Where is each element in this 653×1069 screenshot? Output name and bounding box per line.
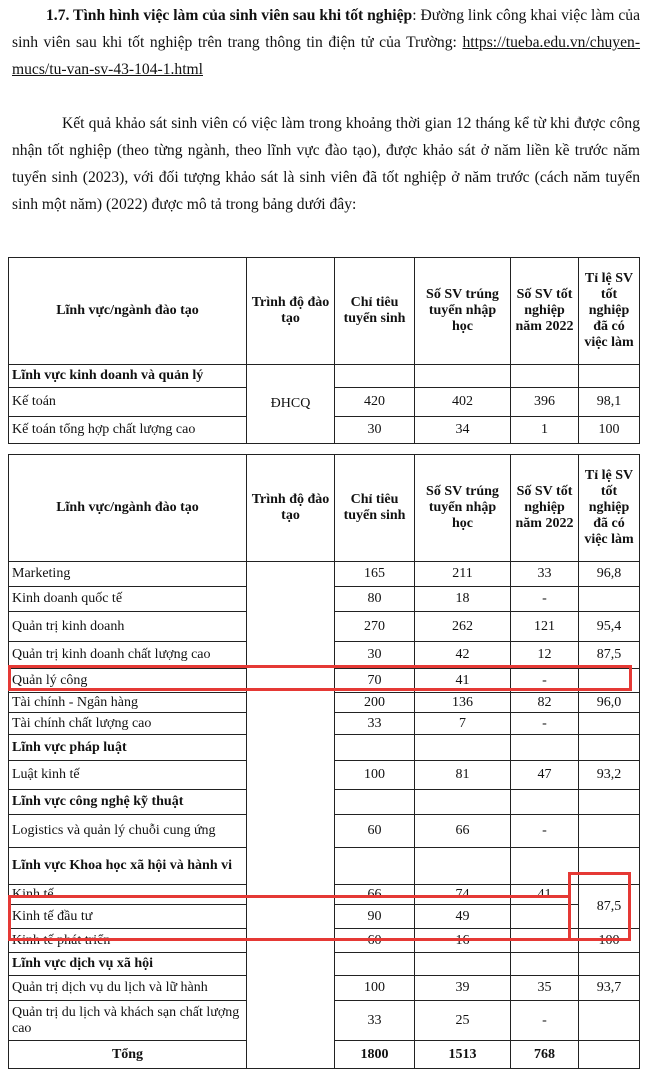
row-rate bbox=[579, 815, 640, 848]
row-admitted: 41 bbox=[415, 669, 511, 693]
row-admitted: 16 bbox=[415, 929, 511, 953]
row-quota: 33 bbox=[335, 713, 415, 735]
header-level: Trình độ đào tạo bbox=[247, 455, 335, 562]
header-row bbox=[9, 455, 640, 562]
row-quota: 60 bbox=[335, 929, 415, 953]
total-quota: 1800 bbox=[335, 1041, 415, 1069]
row-quota: 100 bbox=[335, 976, 415, 1001]
group-row bbox=[9, 365, 640, 388]
row-admitted: 39 bbox=[415, 976, 511, 1001]
row-graduates: - bbox=[511, 669, 579, 693]
employment-table-1 bbox=[8, 257, 640, 444]
row-quota: 165 bbox=[335, 562, 415, 587]
row-name: Quản trị kinh doanh bbox=[9, 612, 247, 642]
row-graduates: - bbox=[511, 713, 579, 735]
section-heading: 1.7. Tình hình việc làm của sinh viên sau khi tốt nghiệp bbox=[46, 7, 413, 24]
group-label: Lĩnh vực dịch vụ xã hội bbox=[9, 953, 247, 976]
row-graduates: 396 bbox=[511, 388, 579, 417]
group-label: Lĩnh vực công nghệ kỹ thuật bbox=[9, 790, 247, 815]
header-graduates: Số SV tốt nghiệp năm 2022 bbox=[511, 258, 579, 365]
row-name: Quản trị du lịch và khách sạn chất lượng cao bbox=[9, 1001, 247, 1041]
header-rate: Tỉ lệ SV tốt nghiệp đã có việc làm bbox=[579, 455, 640, 562]
header-field: Lĩnh vực/ngành đào tạo bbox=[9, 455, 247, 562]
level-cell-empty bbox=[247, 562, 335, 1069]
row-quota: 90 bbox=[335, 905, 415, 929]
row-admitted: 66 bbox=[415, 815, 511, 848]
row-name: Kế toán tổng hợp chất lượng cao bbox=[9, 417, 247, 444]
row-rate: 96,0 bbox=[579, 693, 640, 713]
header-field: Lĩnh vực/ngành đào tạo bbox=[9, 258, 247, 365]
row-rate: 98,1 bbox=[579, 388, 640, 417]
row-graduates: 12 bbox=[511, 642, 579, 669]
row-rate bbox=[579, 587, 640, 612]
row-admitted: 42 bbox=[415, 642, 511, 669]
group-label: Lĩnh vực Khoa học xã hội và hành vi bbox=[9, 848, 247, 885]
row-graduates: - bbox=[511, 815, 579, 848]
row-quota: 30 bbox=[335, 417, 415, 444]
row-name: Luật kinh tế bbox=[9, 761, 247, 790]
row-graduates: - bbox=[511, 1001, 579, 1041]
row-quota: 30 bbox=[335, 642, 415, 669]
row-rate: 100 bbox=[579, 929, 640, 953]
row-quota: 33 bbox=[335, 1001, 415, 1041]
row-admitted: 7 bbox=[415, 713, 511, 735]
row-quota: 270 bbox=[335, 612, 415, 642]
employment-link[interactable]: https://tueba.edu.vn/chuyen-mucs/tu-van-sv-43-104-1.html bbox=[12, 34, 641, 78]
row-quota: 200 bbox=[335, 693, 415, 713]
row-quota: 100 bbox=[335, 761, 415, 790]
row-name: Kinh tế bbox=[9, 885, 247, 905]
row-rate bbox=[579, 669, 640, 693]
intro-text: : Đường link công khai việc làm của sinh viên sau khi tốt nghiệp trên trang thông tin điện tử của Trường: bbox=[12, 7, 640, 51]
header-row bbox=[9, 258, 640, 365]
row-quota: 420 bbox=[335, 388, 415, 417]
row-graduates: - bbox=[511, 587, 579, 612]
row-name: Kế toán bbox=[9, 388, 247, 417]
group-label: Lĩnh vực pháp luật bbox=[9, 735, 247, 761]
row-graduates bbox=[511, 929, 579, 953]
row-name: Quản trị kinh doanh chất lượng cao bbox=[9, 642, 247, 669]
row-admitted: 262 bbox=[415, 612, 511, 642]
row-admitted: 402 bbox=[415, 388, 511, 417]
row-name: Tài chính - Ngân hàng bbox=[9, 693, 247, 713]
merged-rate: 87,5 bbox=[579, 885, 640, 929]
row-admitted: 25 bbox=[415, 1001, 511, 1041]
row-graduates: 82 bbox=[511, 693, 579, 713]
total-graduates: 768 bbox=[511, 1041, 579, 1069]
row-rate: 93,7 bbox=[579, 976, 640, 1001]
row-quota: 66 bbox=[335, 885, 415, 905]
row-name: Quản lý công bbox=[9, 669, 247, 693]
employment-table-2 bbox=[8, 454, 640, 1069]
intro-paragraph bbox=[12, 2, 640, 83]
row-rate: 100 bbox=[579, 417, 640, 444]
row-graduates: 47 bbox=[511, 761, 579, 790]
row-rate: 87,5 bbox=[579, 642, 640, 669]
row-rate bbox=[579, 713, 640, 735]
row-name: Tài chính chất lượng cao bbox=[9, 713, 247, 735]
row-admitted: 18 bbox=[415, 587, 511, 612]
header-rate: Tỉ lệ SV tốt nghiệp đã có việc làm bbox=[579, 258, 640, 365]
header-admitted: Số SV trúng tuyển nhập học bbox=[415, 258, 511, 365]
row-graduates: 121 bbox=[511, 612, 579, 642]
row-rate: 93,2 bbox=[579, 761, 640, 790]
row-admitted: 49 bbox=[415, 905, 511, 929]
row-admitted: 136 bbox=[415, 693, 511, 713]
row-rate: 96,8 bbox=[579, 562, 640, 587]
group-label: Lĩnh vực kinh doanh và quản lý bbox=[9, 365, 247, 388]
row-admitted: 211 bbox=[415, 562, 511, 587]
row-name: Kinh tế phát triển bbox=[9, 929, 247, 953]
row-name: Kinh tế đầu tư bbox=[9, 905, 247, 929]
row-name: Marketing bbox=[9, 562, 247, 587]
header-admitted: Số SV trúng tuyển nhập học bbox=[415, 455, 511, 562]
row-graduates: 41 bbox=[511, 885, 579, 905]
row-name: Quản trị dịch vụ du lịch và lữ hành bbox=[9, 976, 247, 1001]
row-graduates: 35 bbox=[511, 976, 579, 1001]
total-rate bbox=[579, 1041, 640, 1069]
total-label: Tổng bbox=[9, 1041, 247, 1069]
row-admitted: 74 bbox=[415, 885, 511, 905]
header-quota: Chỉ tiêu tuyển sinh bbox=[335, 455, 415, 562]
row-quota: 70 bbox=[335, 669, 415, 693]
row-admitted: 34 bbox=[415, 417, 511, 444]
row-graduates: 1 bbox=[511, 417, 579, 444]
survey-paragraph: Kết quả khảo sát sinh viên có việc làm trong khoảng thời gian 12 tháng kể từ khi được công nhận tốt nghiệp (theo từng ngành, theo lĩnh vực đào tạo), được khảo sát ở năm liền kề trước năm tuyển sinh (2023), với đối tượng khảo sát là sinh viên đã tốt nghiệp ở năm trước (cách năm tuyển sinh một năm) (2022) được mô tả trong bảng dưới đây: bbox=[12, 115, 640, 213]
row-quota: 80 bbox=[335, 587, 415, 612]
level-cell: ĐHCQ bbox=[247, 365, 335, 444]
row-quota: 60 bbox=[335, 815, 415, 848]
header-graduates: Số SV tốt nghiệp năm 2022 bbox=[511, 455, 579, 562]
row-graduates: 33 bbox=[511, 562, 579, 587]
header-level: Trình độ đào tạo bbox=[247, 258, 335, 365]
table-row bbox=[9, 562, 640, 587]
total-admitted: 1513 bbox=[415, 1041, 511, 1069]
row-admitted: 81 bbox=[415, 761, 511, 790]
row-rate bbox=[579, 1001, 640, 1041]
row-rate: 95,4 bbox=[579, 612, 640, 642]
header-quota: Chỉ tiêu tuyển sinh bbox=[335, 258, 415, 365]
row-graduates bbox=[511, 905, 579, 929]
row-name: Logistics và quản lý chuỗi cung ứng bbox=[9, 815, 247, 848]
row-name: Kinh doanh quốc tế bbox=[9, 587, 247, 612]
